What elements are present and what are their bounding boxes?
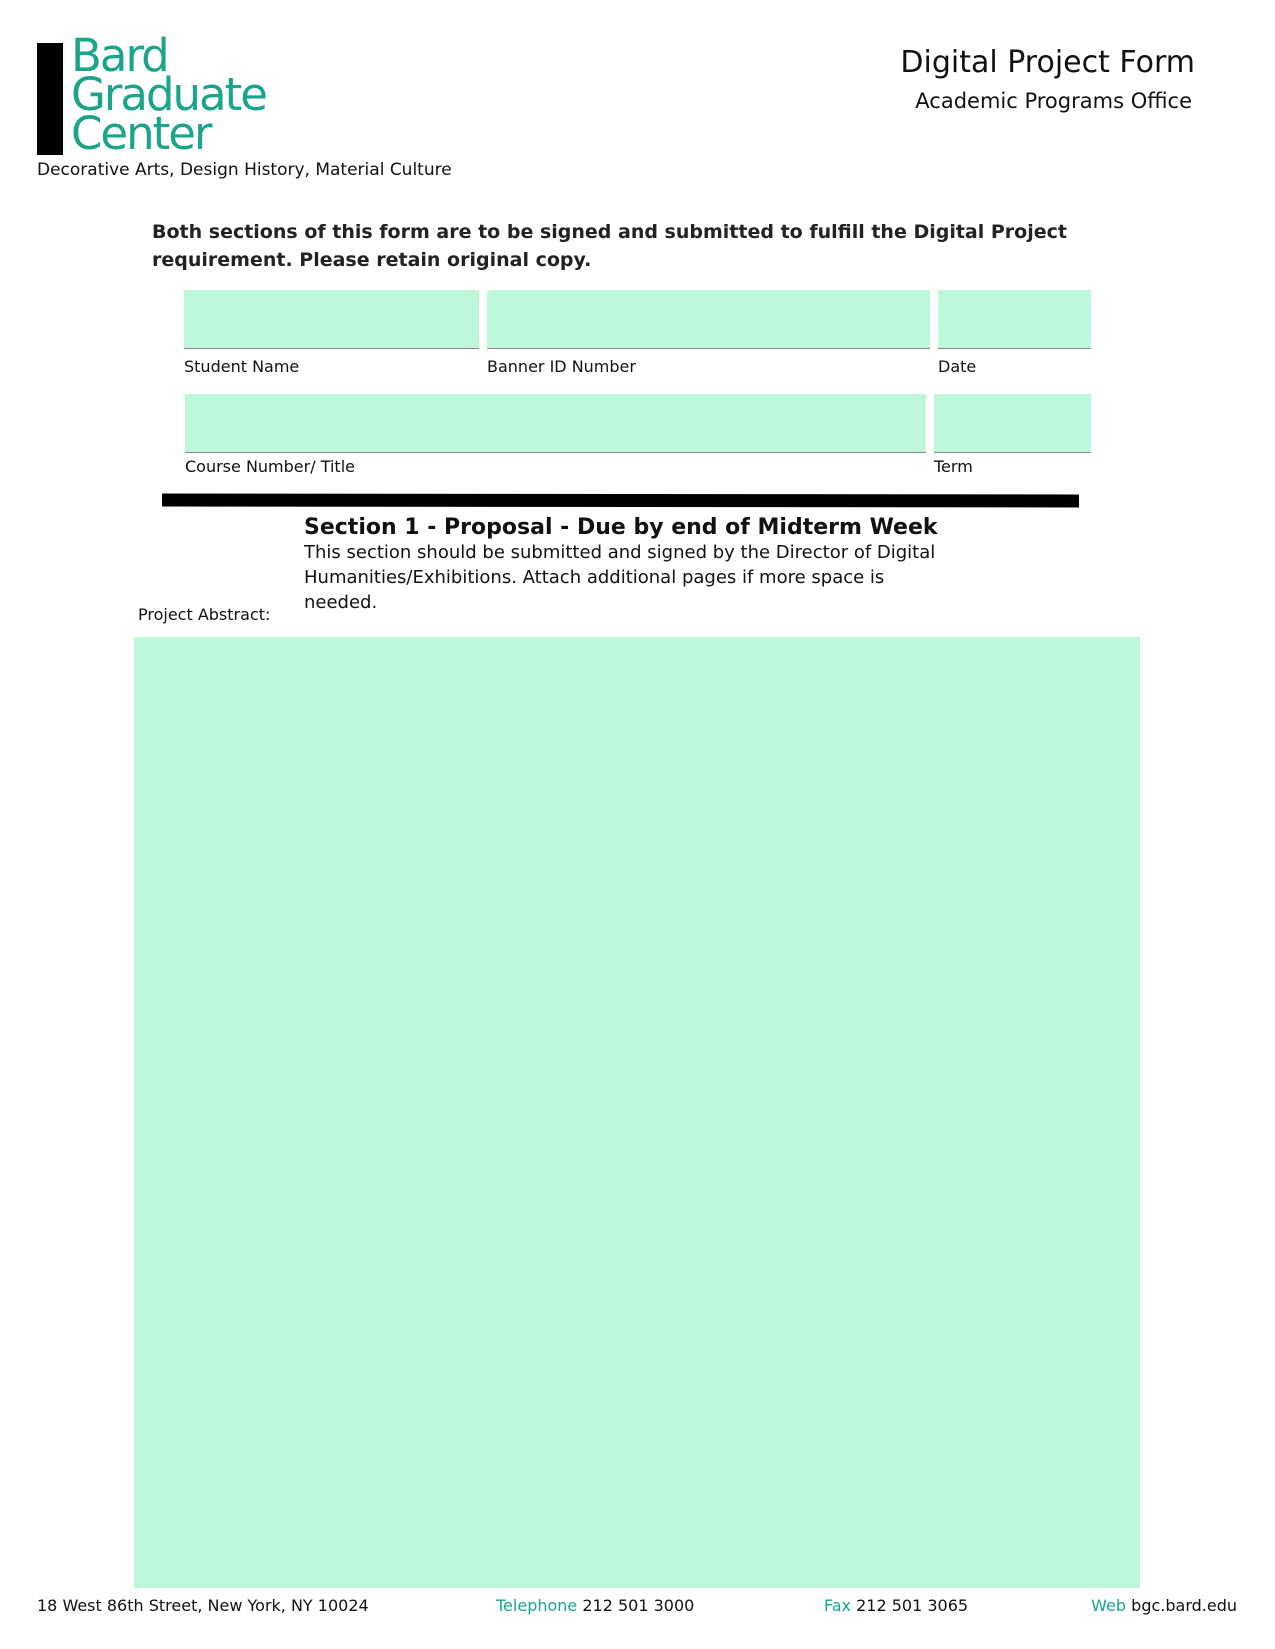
- project-abstract-field[interactable]: [134, 637, 1140, 1588]
- footer-telephone-label: Telephone: [496, 1596, 578, 1615]
- logo-wordmark: [71, 29, 266, 160]
- date-label: Date: [938, 357, 977, 376]
- footer-address: 18 West 86th Street, New York, NY 10024: [37, 1596, 369, 1615]
- footer-web-url[interactable]: bgc.bard.edu: [1131, 1596, 1237, 1615]
- term-label: Term: [934, 457, 973, 476]
- logo-bar: [37, 43, 63, 155]
- project-abstract-label: Project Abstract:: [138, 605, 271, 624]
- banner-id-field[interactable]: [487, 290, 930, 349]
- logo-line-bard: Bard: [71, 29, 168, 82]
- date-field[interactable]: [938, 290, 1091, 349]
- section-1-description: This section should be submitted and signed by the Director of Digital Humanities/Exhibitions. Attach additional pages if more space is needed.: [304, 542, 936, 613]
- student-name-field[interactable]: [184, 290, 479, 349]
- footer-telephone: [496, 1596, 694, 1615]
- footer-telephone-number: 212 501 3000: [582, 1596, 695, 1615]
- footer-fax: [824, 1596, 968, 1615]
- footer-web: [1091, 1596, 1237, 1615]
- form-instructions: Both sections of this form are to be signed and submitted to fulfill the Digital Project requirement. Please retain original copy.: [152, 221, 1067, 271]
- course-field[interactable]: [185, 394, 926, 453]
- logo-line-graduate: Graduate: [71, 68, 266, 121]
- student-name-label: Student Name: [184, 357, 300, 376]
- document-subtitle: Academic Programs Office: [915, 89, 1192, 113]
- footer-fax-number: 212 501 3065: [856, 1596, 969, 1615]
- logo-tagline: Decorative Arts, Design History, Material Culture: [37, 160, 452, 180]
- footer-web-label: Web: [1091, 1596, 1127, 1615]
- logo-line-center: Center: [71, 107, 211, 160]
- section-divider: [162, 494, 1079, 508]
- term-field[interactable]: [934, 394, 1091, 453]
- banner-id-label: Banner ID Number: [487, 357, 636, 376]
- footer-fax-label: Fax: [824, 1596, 852, 1615]
- document-title: Digital Project Form: [900, 45, 1195, 80]
- section-1-title: Section 1 - Proposal - Due by end of Midterm Week: [304, 515, 938, 540]
- course-label: Course Number/ Title: [185, 457, 355, 476]
